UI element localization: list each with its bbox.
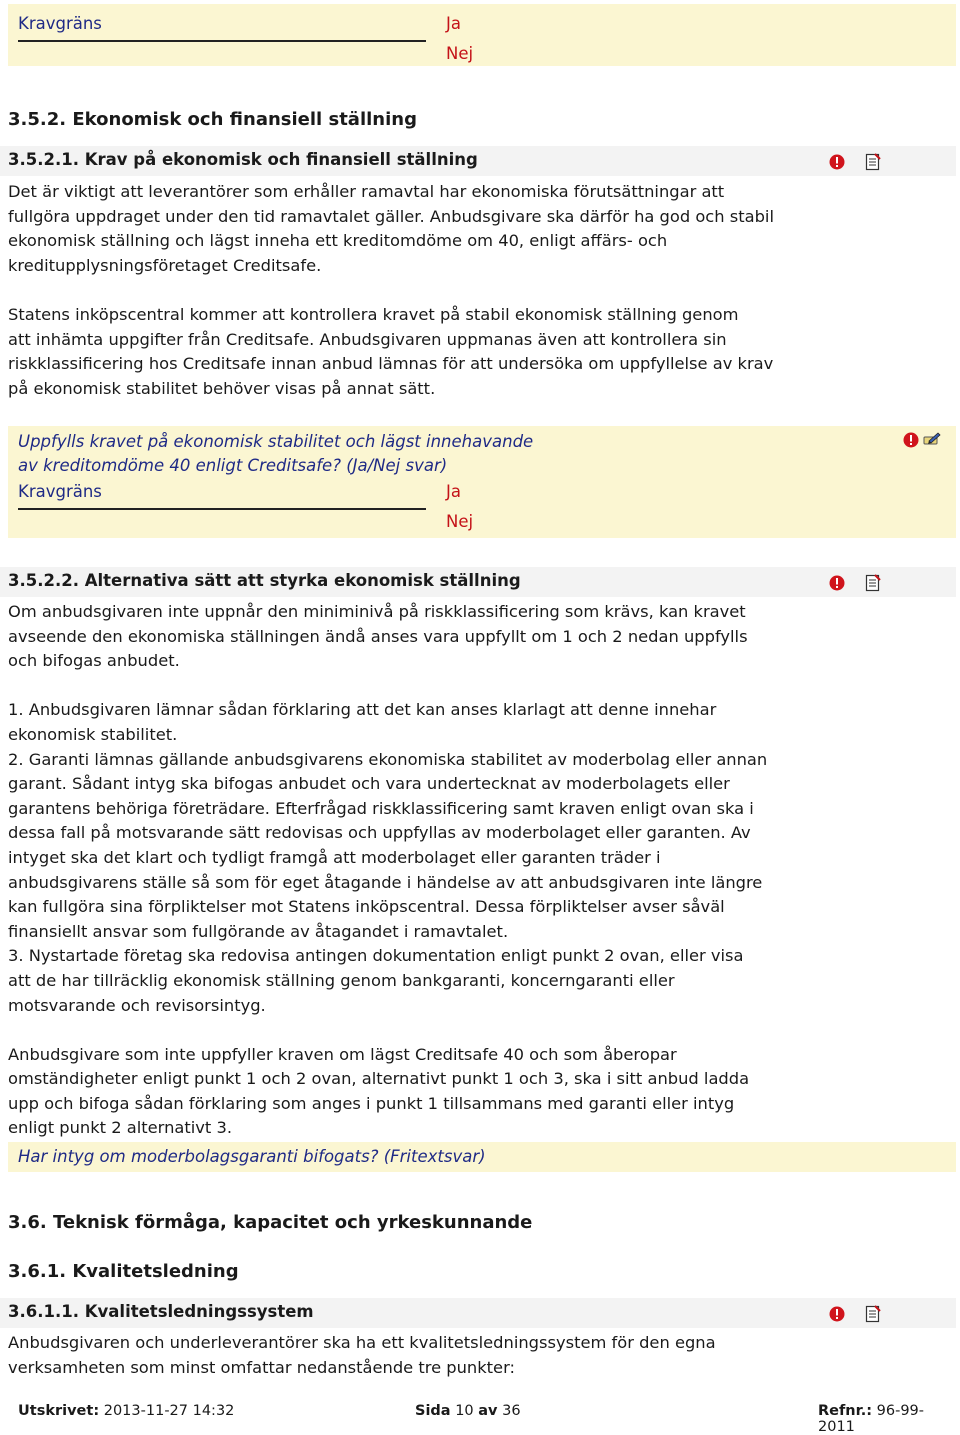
text-line: kreditupplysningsföretaget Creditsafe. <box>8 255 322 275</box>
footer-ref <box>818 1403 960 1435</box>
question-line-1: Uppfylls kravet på ekonomisk stabilitet och lägst innehavande <box>18 432 534 451</box>
heading-3-5-2-1: 3.5.2.1. Krav på ekonomisk och finansiell ställning <box>8 150 478 169</box>
text-line: enligt punkt 2 alternativt 3. <box>8 1118 233 1138</box>
footer-printed <box>18 1403 234 1419</box>
paragraph-3-5-2-1-a <box>8 180 798 278</box>
edit-icon[interactable] <box>923 430 941 448</box>
option-nej[interactable]: Nej <box>446 44 474 63</box>
alert-icon[interactable] <box>829 154 845 170</box>
printed-value: 2013-11-27 14:32 <box>103 1403 235 1419</box>
text-line: dessa fall på motsvarande sätt redovisas och uppfyllas av moderbolaget eller garanten. Av <box>8 823 751 843</box>
text-line <box>8 1018 798 1043</box>
text-line: intyget ska det klart och tydligt framgå att moderbolaget eller garanten träder i <box>8 847 661 867</box>
page-total: 36 <box>502 1403 521 1419</box>
alert-icon[interactable] <box>829 575 845 591</box>
text-line: Om anbudsgivaren inte uppnår den miniminivå på riskklassificering som krävs, kan kravet <box>8 602 746 621</box>
text-line: på ekonomisk stabilitet behöver visas på annat sätt. <box>8 378 436 398</box>
text-line: att inhämta uppgifter från Creditsafe. Anbudsgivaren uppmanas även att kontrollera sin <box>8 329 727 349</box>
heading-3-5-2: 3.5.2. Ekonomisk och finansiell ställning <box>8 109 417 130</box>
text-line: finansiellt ansvar som fullgörande av åtagandet i ramavtalet. <box>8 921 509 941</box>
krav-underline <box>18 508 426 510</box>
text-line: Det är viktigt att leverantörer som erhåller ramavtal har ekonomiska förutsättningar att <box>8 182 725 201</box>
question-line-2: av kreditomdöme 40 enligt Creditsafe? (Ja/Nej svar) <box>18 456 448 475</box>
krav-label: Kravgräns <box>18 482 102 501</box>
question-box-3-5-2-2 <box>8 1142 956 1172</box>
text-line: motsvarande och revisorsintyg. <box>8 995 266 1015</box>
heading-3-6-1: 3.6.1. Kvalitetsledning <box>8 1261 239 1282</box>
option-nej[interactable]: Nej <box>446 512 474 531</box>
document-icon[interactable] <box>864 153 882 171</box>
ref-value: 96-99-2011 <box>818 1403 925 1435</box>
text-line: 1. Anbudsgivaren lämnar sådan förklaring att det kan anses klarlagt att denne innehar <box>8 700 717 720</box>
text-line: och bifogas anbudet. <box>8 651 180 671</box>
question-text[interactable]: Har intyg om moderbolagsgaranti bifogats? (Fritextsvar) <box>18 1147 486 1166</box>
text-line: garantens behöriga företrädare. Efterfrågad riskklassificering samt kraven enligt ovan ska i <box>8 798 754 818</box>
text-line: 3. Nystartade företag ska redovisa antingen dokumentation enligt punkt 2 ovan, eller visa <box>8 946 744 966</box>
text-line: att de har tillräcklig ekonomisk ställning genom bankgaranti, koncerngaranti eller <box>8 970 675 990</box>
krav-label: Kravgräns <box>18 14 102 33</box>
text-line: kan fullgöra sina förpliktelser mot Statens inköpscentral. Dessa förpliktelser avser såväl <box>8 897 725 917</box>
paragraph-3-5-2-2 <box>8 600 798 1141</box>
question-box-3-5-2-1 <box>8 426 956 538</box>
document-icon[interactable] <box>864 574 882 592</box>
footer-page <box>415 1403 521 1419</box>
text-line: riskklassificering hos Creditsafe innan anbud lämnas för att undersöka om uppfyllelse av krav <box>8 354 774 374</box>
text-line: garant. Sådant intyg ska bifogas anbudet och vara undertecknat av moderbolagets eller <box>8 774 730 794</box>
alert-icon[interactable] <box>903 432 919 448</box>
text-line: ekonomisk ställning och lägst inneha ett kreditomdöme om 40, enligt affärs- och <box>8 231 668 251</box>
ref-label: Refnr.: <box>818 1403 873 1419</box>
printed-label: Utskrivet: <box>18 1403 100 1419</box>
option-ja[interactable]: Ja <box>446 14 461 33</box>
page-label: Sida <box>415 1403 451 1419</box>
paragraph-3-5-2-1-b <box>8 303 798 401</box>
text-line: anbudsgivarens ställe så som för eget åtagande i händelse av att anbudsgivaren inte längre <box>8 872 763 892</box>
text-line: verksamheten som minst omfattar nedanstående tre punkter: <box>8 1357 515 1377</box>
text-line: avseende den ekonomiska ställningen ändå anses vara uppfyllt om 1 och 2 nedan uppfylls <box>8 626 748 646</box>
heading-3-5-2-2: 3.5.2.2. Alternativa sätt att styrka ekonomisk ställning <box>8 571 521 590</box>
alert-icon[interactable] <box>829 1306 845 1322</box>
text-line: Anbudsgivaren och underleverantörer ska ha ett kvalitetsledningssystem för den egna <box>8 1333 716 1352</box>
text-line: 2. Garanti lämnas gällande anbudsgivarens ekonomiska stabilitet av moderbolag eller annan <box>8 749 768 769</box>
heading-3-6-1-1: 3.6.1.1. Kvalitetsledningssystem <box>8 1302 314 1321</box>
page-of: av <box>478 1403 498 1419</box>
krav-underline <box>18 40 426 42</box>
text-line <box>8 674 798 699</box>
text-line: fullgöra uppdraget under den tid ramavtalet gäller. Anbudsgivare ska därför ha god och stabil <box>8 206 774 226</box>
document-icon[interactable] <box>864 1305 882 1323</box>
text-line: upp och bifoga sådan förklaring som anges i punkt 1 tillsammans med garanti eller intyg <box>8 1093 735 1113</box>
heading-3-6: 3.6. Teknisk förmåga, kapacitet och yrkeskunnande <box>8 1212 533 1233</box>
text-line: ekonomisk stabilitet. <box>8 724 178 744</box>
text-line: Anbudsgivare som inte uppfyller kraven om lägst Creditsafe 40 och som åberopar <box>8 1044 677 1064</box>
paragraph-3-6-1-1 <box>8 1331 798 1380</box>
option-ja[interactable]: Ja <box>446 482 461 501</box>
top-question-box <box>8 4 956 66</box>
page-current: 10 <box>455 1403 474 1419</box>
text-line: omständigheter enligt punkt 1 och 2 ovan, alternativt punkt 1 och 3, ska i sitt anbud ladda <box>8 1069 750 1089</box>
text-line: Statens inköpscentral kommer att kontrollera kravet på stabil ekonomisk ställning genom <box>8 305 739 324</box>
